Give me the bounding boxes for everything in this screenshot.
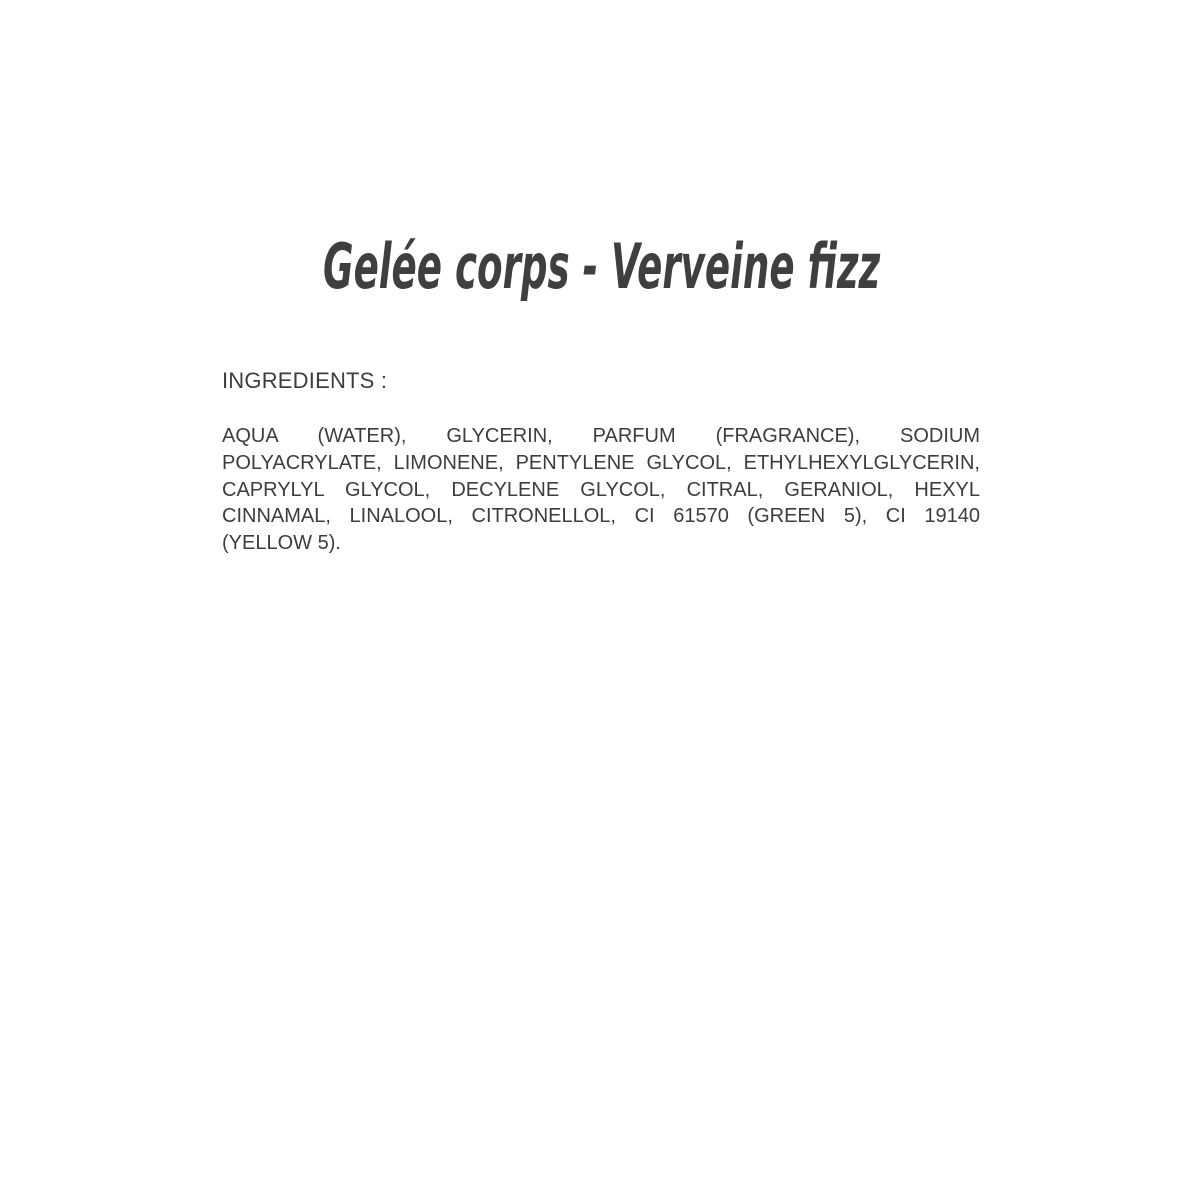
ingredients-text (222, 423, 980, 557)
ingredients-line: (YELLOW 5). (222, 532, 341, 555)
ingredients-line: CAPRYLYL GLYCOL, DECYLENE GLYCOL, CITRAL, GERANIOL, HEXYL (222, 478, 980, 501)
ingredients-line: CINNAMAL, LINALOOL, CITRONELLOL, CI 61570 (GREEN 5), CI 19140 (222, 505, 980, 528)
ingredients-heading: INGREDIENTS : (222, 368, 388, 393)
product-title: Gelée corps - Verveine fizz (323, 230, 881, 303)
ingredients-line: AQUA (WATER), GLYCERIN, PARFUM (FRAGRANCE), SODIUM (222, 425, 980, 447)
ingredients-line: POLYACRYLATE, LIMONENE, PENTYLENE GLYCOL, ETHYLHEXYLGLYCERIN, (222, 451, 980, 474)
